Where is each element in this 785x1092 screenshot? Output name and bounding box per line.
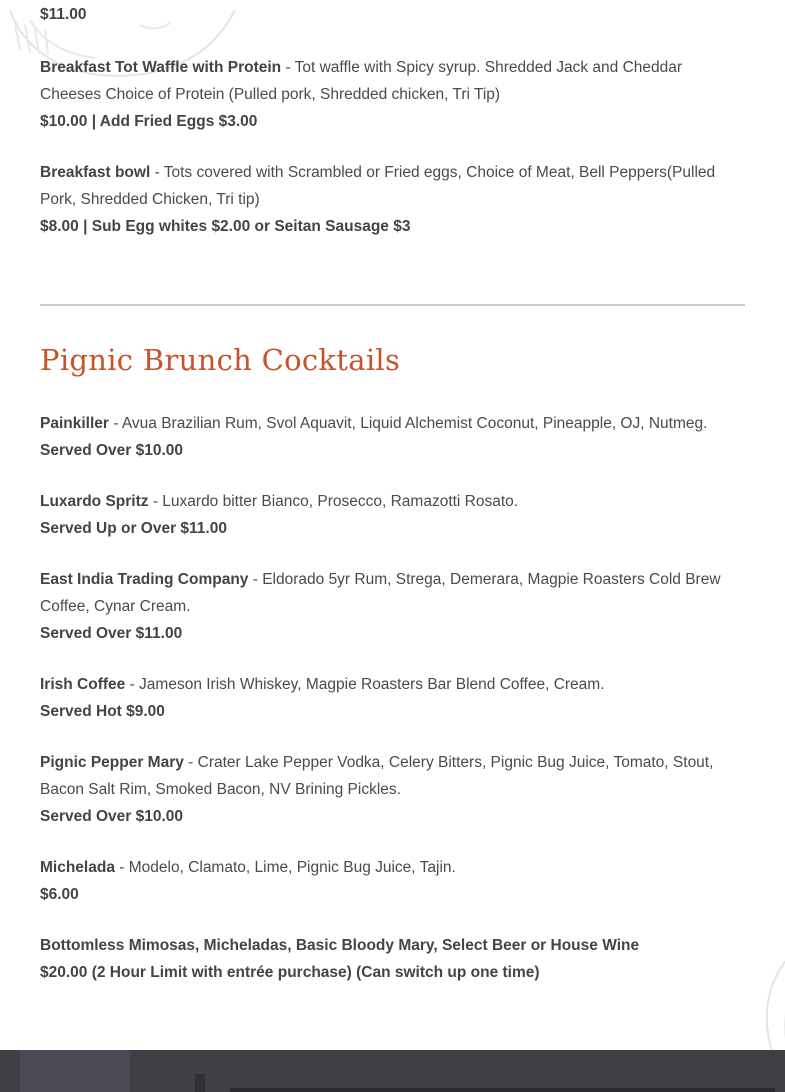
item-description: - Tots covered with Scrambled or Fried eggs, Choice of Meat, Bell Peppers(Pulled Pork, Shredded Chicken, Tri tip) [40, 164, 716, 208]
menu-item-breakfast-bowl [40, 159, 745, 240]
item-name: Pignic Pepper Mary [40, 754, 184, 771]
item-price: $10.00 | Add Fried Eggs $3.00 [40, 113, 258, 130]
item-price: Served Over $10.00 [40, 442, 184, 459]
footer-image-shape [20, 1050, 130, 1092]
item-name: East India Trading Company [40, 571, 249, 588]
item-name: Painkiller [40, 415, 109, 432]
item-name: Irish Coffee [40, 676, 126, 693]
item-name: Luxardo Spritz [40, 493, 149, 510]
section-title-brunch-cocktails: Pignic Brunch Cocktails [40, 343, 401, 377]
item-price: Served Hot $9.00 [40, 703, 165, 720]
item-price: Served Over $10.00 [40, 808, 184, 825]
item-description: - Modelo, Clamato, Lime, Pignic Bug Juice, Tajin. [114, 859, 456, 876]
item-description: - Avua Brazilian Rum, Svol Aquavit, Liquid Alchemist Coconut, Pineapple, OJ, Nutmeg. [108, 415, 708, 432]
item-description: - Crater Lake Pepper Vodka, Celery Bitters, Pignic Bug Juice, Tomato, Stout, Bacon Salt Rim, Smoked Bacon, NV Brining Pickles. [40, 754, 714, 798]
cocktail-item-michelada [40, 854, 745, 908]
item-description: - Tot waffle with Spicy syrup. Shredded Jack and Cheddar Cheeses Choice of Protein (Pulled pork, Shredded chicken, Tri Tip) [40, 59, 683, 103]
cocktail-item-pignic-pepper-mary [40, 749, 745, 830]
item-price: $8.00 | Sub Egg whites $2.00 or Seitan Sausage $3 [40, 218, 411, 235]
previous-item-price: $11.00 [40, 6, 87, 23]
item-price: $20.00 (2 Hour Limit with entrée purchase) (Can switch up one time) [40, 964, 540, 981]
section-divider [40, 304, 745, 306]
cocktail-item-bottomless [40, 932, 745, 986]
item-name: Breakfast Tot Waffle with Protein [40, 59, 282, 76]
footer-image-band [0, 1050, 785, 1092]
cocktail-item-east-india-trading-company [40, 566, 745, 647]
footer-image-shape [230, 1088, 775, 1092]
item-description: - Jameson Irish Whiskey, Magpie Roasters Bar Blend Coffee, Cream. [125, 676, 605, 693]
menu-item-breakfast-tot-waffle [40, 54, 745, 135]
item-description: - Eldorado 5yr Rum, Strega, Demerara, Magpie Roasters Cold Brew Coffee, Cynar Cream. [40, 571, 721, 615]
item-price: Served Over $11.00 [40, 625, 183, 642]
item-name: Bottomless Mimosas, Micheladas, Basic Bloody Mary, Select Beer or House Wine [40, 937, 640, 954]
item-price: $6.00 [40, 886, 79, 903]
cocktail-item-luxardo-spritz [40, 488, 745, 542]
item-name: Michelada [40, 859, 115, 876]
item-price: Served Up or Over $11.00 [40, 520, 227, 537]
cocktail-item-irish-coffee [40, 671, 745, 725]
footer-image-shape [195, 1074, 205, 1092]
item-description: - Luxardo bitter Bianco, Prosecco, Ramazotti Rosato. [148, 493, 519, 510]
item-name: Breakfast bowl [40, 164, 151, 181]
cocktail-item-painkiller [40, 410, 745, 464]
